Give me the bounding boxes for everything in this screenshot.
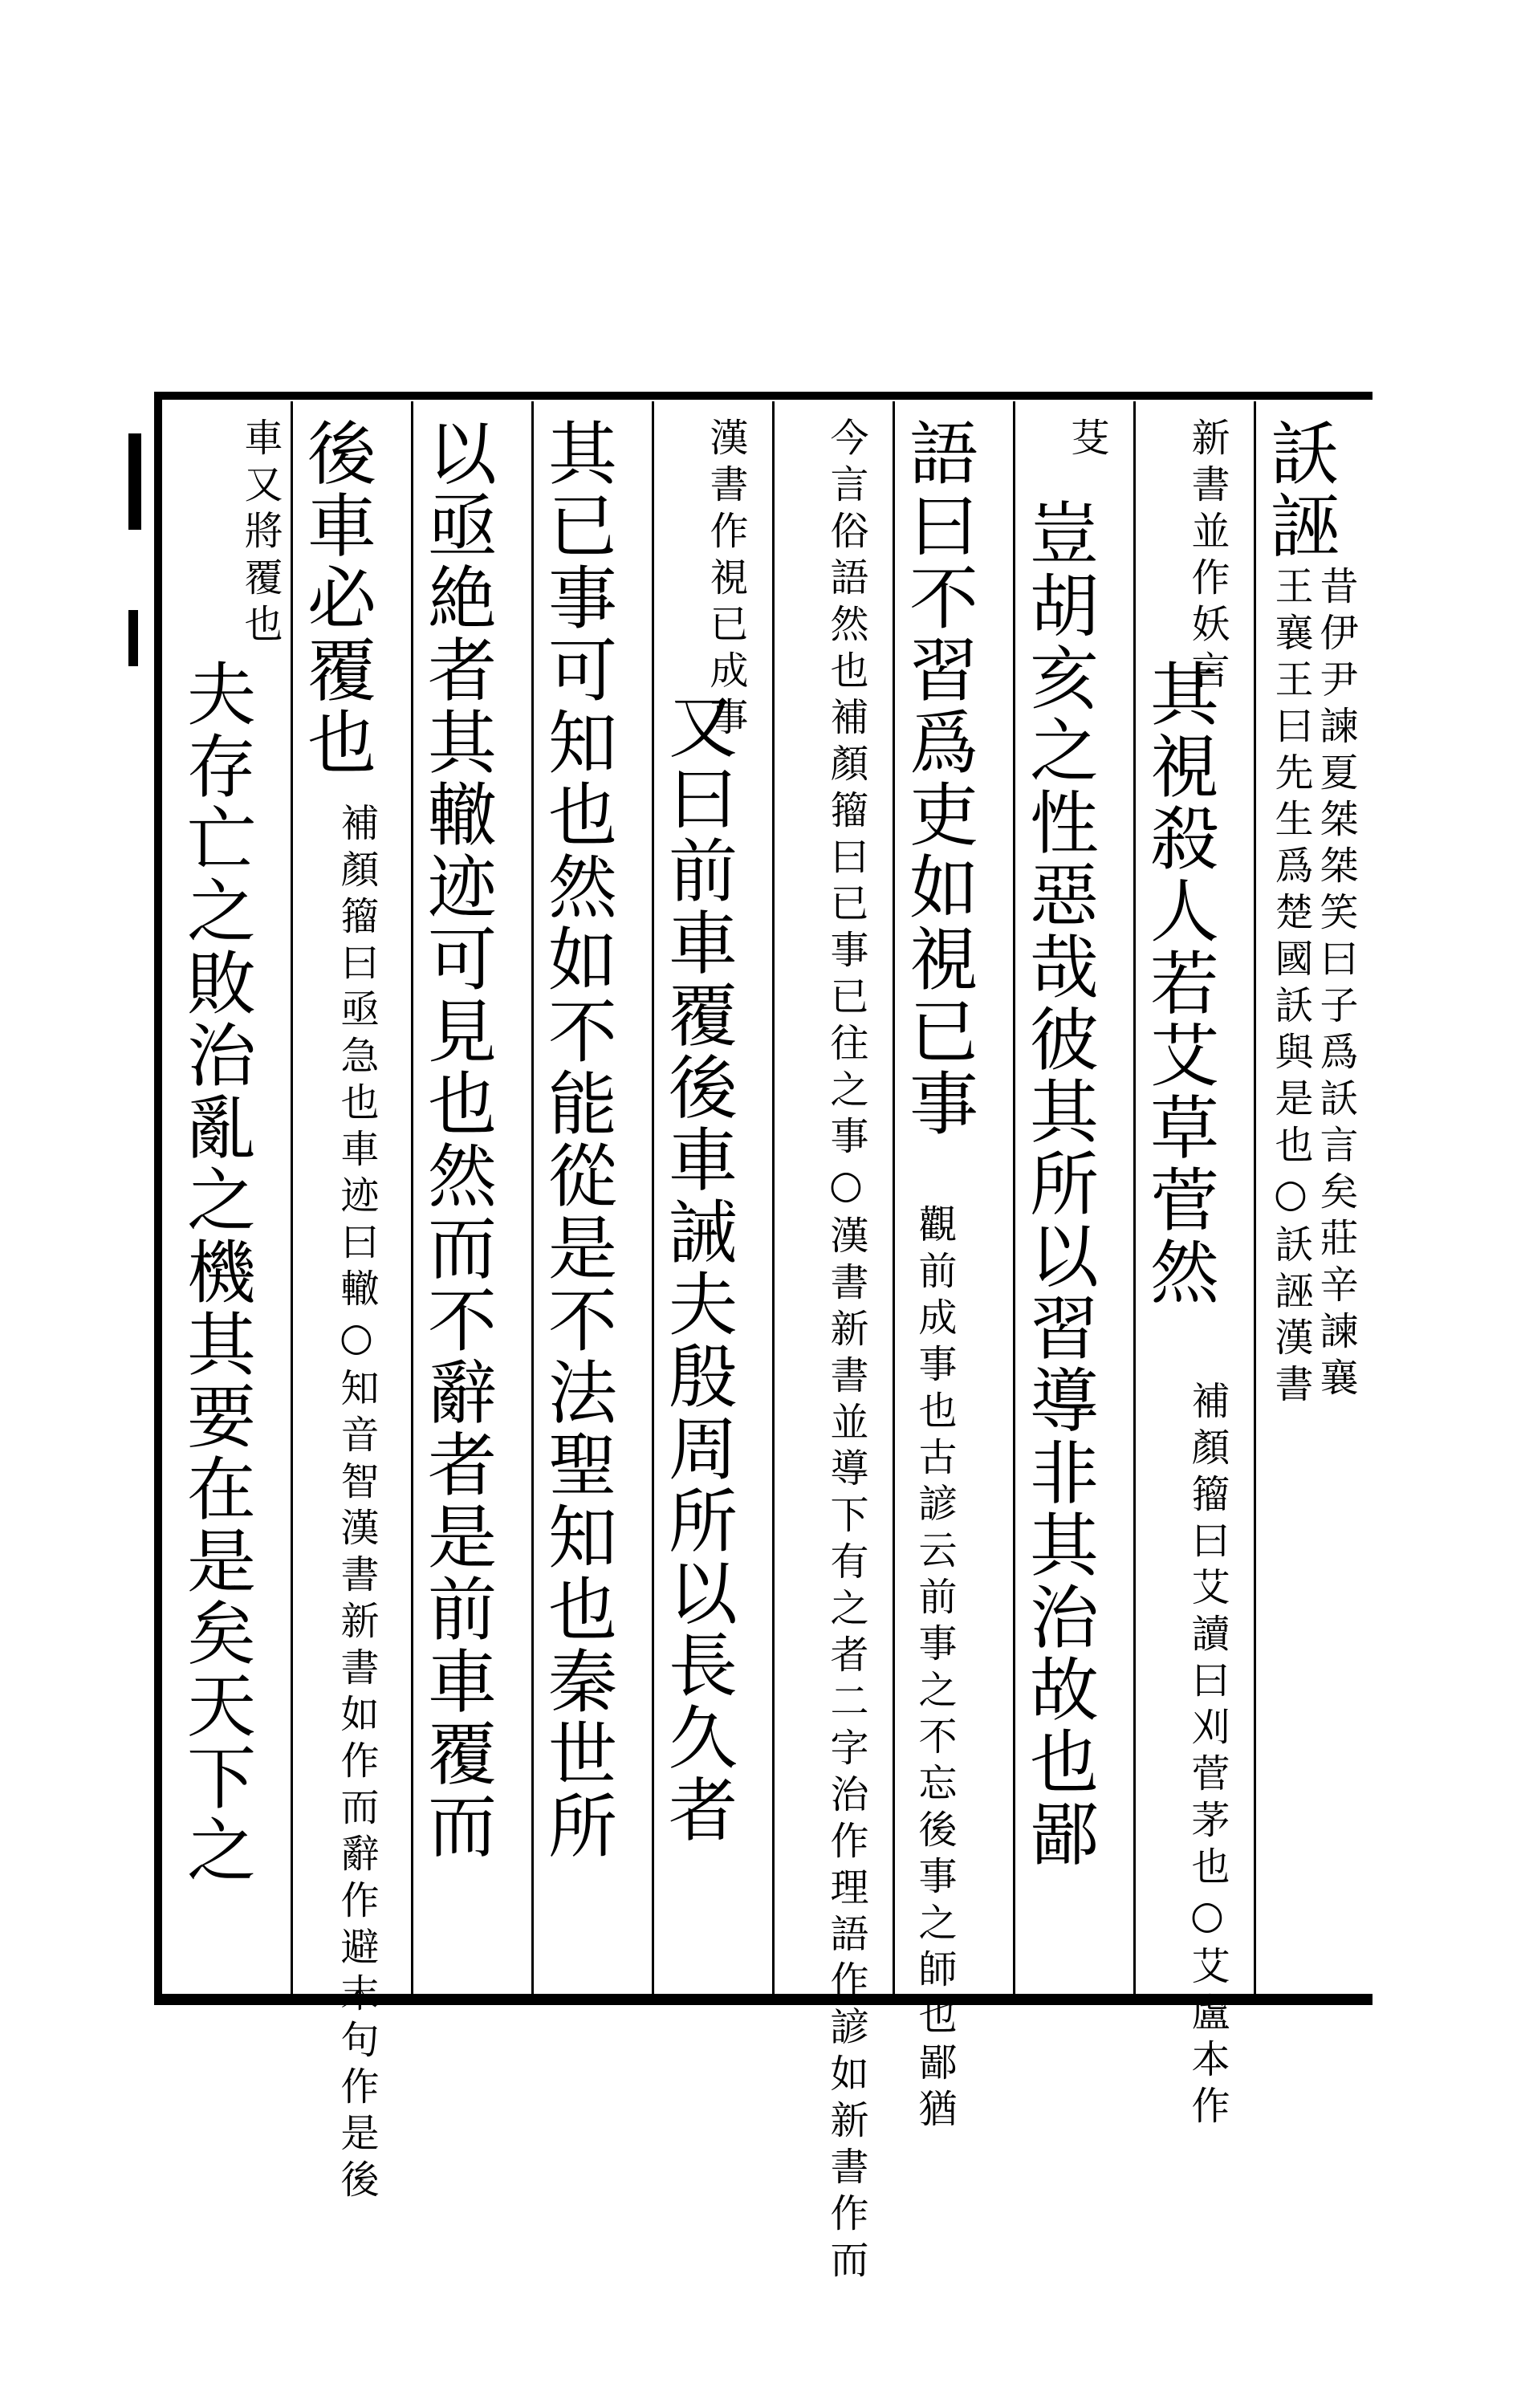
- annotation-column-2b: 補顏籀曰艾讀曰刈菅茅也○艾盧本作: [1185, 1381, 1230, 2132]
- column-rule: [1013, 401, 1015, 1995]
- annotation-column-3a: 芟: [1064, 417, 1109, 464]
- margin-mark-lower: [128, 610, 138, 666]
- annotation-column-1b: 王襄王曰先生爲楚國訞與是也○訞誣漢書: [1268, 566, 1313, 1410]
- column-rule: [1254, 401, 1256, 1995]
- column-rule: [411, 401, 413, 1995]
- text-column-4: 語曰不習爲吏如視已事: [897, 417, 978, 1140]
- column-rule: [772, 401, 775, 1995]
- annotation-column-1a: 昔伊尹諫夏桀桀笑曰子爲訞言矣莊辛諫襄: [1313, 566, 1358, 1404]
- margin-mark: [128, 433, 141, 530]
- annotation-column-9: 補顏籀曰亟急也車迹曰轍○知音智漢書新書如作而辭作避末句作是後: [334, 803, 379, 2206]
- annotation-column-10: 車又將覆也: [238, 417, 283, 650]
- column-rule: [1133, 401, 1136, 1995]
- annotation-column-4: 觀前成事也古諺云前事之不忘後事之師也鄙猶: [912, 1204, 957, 2135]
- column-rule: [531, 401, 534, 1995]
- text-column-9: 後車必覆也: [295, 417, 376, 779]
- annotation-column-5: 今言俗語然也補顏籀曰已事已往之事○漢書新書並導下有之者二字治作理語作諺如新書作而: [824, 417, 868, 2286]
- column-rule: [893, 401, 895, 1995]
- column-rule: [652, 401, 654, 1995]
- text-column-8: 以亟絶者其轍迹可見也然而不辭者是前車覆而: [416, 417, 496, 1862]
- text-column-6: 又曰前車覆後車誡夫殷周所以長久者: [657, 690, 737, 1846]
- text-column-2: 其視殺人若艾草菅然: [1138, 658, 1218, 1308]
- text-column-1: 訞誣: [1259, 417, 1339, 562]
- text-column-7: 其已事可知也然如不能從是不法聖知也秦世所: [536, 417, 616, 1862]
- annotation-column-2a: 新書並作妖言: [1185, 417, 1230, 697]
- text-column-3: 豈胡亥之性惡哉彼其所以習導非其治故也鄙: [1018, 498, 1098, 1870]
- column-rule: [291, 401, 293, 1995]
- text-column-10: 夫存亡之敗治亂之機其要在是矣天下之: [175, 658, 255, 1886]
- annotation-column-6: 漢書作視已成事: [703, 417, 748, 743]
